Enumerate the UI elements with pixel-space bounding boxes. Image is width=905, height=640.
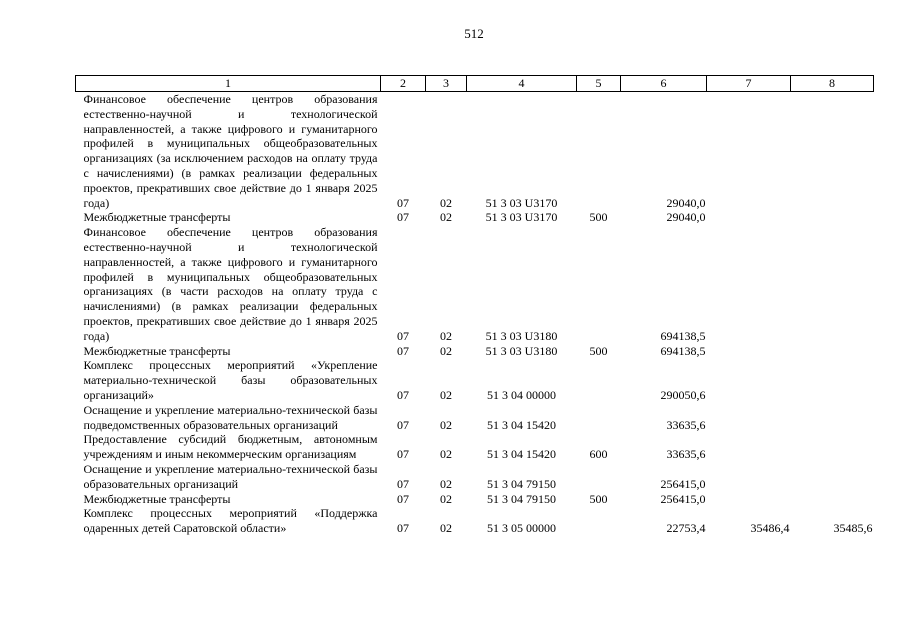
table-row	[76, 225, 874, 343]
amount-cell-col8	[791, 92, 874, 211]
amount-cell-col7	[707, 462, 791, 492]
target-article-code-cell: 51 3 03 U3180	[485, 328, 558, 343]
target-article-code-cell: 51 3 04 15420	[487, 447, 556, 462]
header-col-8: 8	[791, 76, 874, 92]
table-row	[76, 344, 874, 359]
table-row	[76, 403, 874, 433]
expense-type-code-cell	[577, 92, 621, 211]
description-cell: Комплекс процессных мероприятий «Укрепление материально-технической базы образовательных организаций»	[83, 358, 378, 402]
amount-cell-col6: 694138,5	[660, 343, 706, 358]
target-article-code-cell: 51 3 03 U3170	[485, 210, 558, 225]
amount-cell-col6: 33635,6	[666, 447, 706, 462]
amount-cell-col6: 29040,0	[666, 195, 706, 210]
subsection-code-cell: 02	[440, 447, 452, 462]
table-row	[76, 92, 874, 211]
expense-type-code-cell	[577, 462, 621, 492]
expense-type-code-cell: 500	[589, 491, 608, 506]
section-code-cell: 07	[397, 387, 409, 402]
subsection-code-cell: 02	[440, 387, 452, 402]
table-header-row	[76, 76, 874, 92]
description-cell: Финансовое обеспечение центров образования естественно-научной и технологической направленностей, а также цифрового и гуманитарного профилей в муниципальных общеобразовательных организациях (за исключением расходов на оплату труда с начислениями) (в рамках реализации федеральных проектов, прекративших свое действие до 1 января 2025 года)	[83, 92, 378, 210]
description-cell: Предоставление субсидий бюджетным, автономным учреждениям и иным некоммерческим организациям	[83, 432, 378, 462]
target-article-code-cell: 51 3 05 00000	[487, 521, 556, 536]
target-article-code-cell: 51 3 03 U3180	[485, 343, 558, 358]
expense-type-code-cell: 500	[589, 343, 608, 358]
header-col-4: 4	[467, 76, 577, 92]
amount-cell-col8	[791, 492, 874, 507]
subsection-code-cell: 02	[440, 521, 452, 536]
section-code-cell: 07	[397, 476, 409, 491]
description-cell: Оснащение и укрепление материально-технической базы подведомственных образовательных организаций	[83, 402, 378, 432]
amount-cell-col8	[791, 358, 874, 402]
section-code-cell: 07	[397, 328, 409, 343]
subsection-code-cell: 02	[440, 328, 452, 343]
description-cell: Межбюджетные трансферты	[83, 491, 231, 506]
amount-cell-col7	[707, 492, 791, 507]
amount-cell-col6: 22753,4	[666, 521, 706, 536]
amount-cell-col6: 694138,5	[660, 328, 706, 343]
expense-type-code-cell	[577, 358, 621, 402]
amount-cell-col8	[791, 462, 874, 492]
subsection-code-cell: 02	[440, 476, 452, 491]
section-code-cell: 07	[397, 417, 409, 432]
section-code-cell: 07	[397, 195, 409, 210]
amount-cell-col6: 256415,0	[660, 476, 706, 491]
amount-cell-col6: 29040,0	[666, 210, 706, 225]
target-article-code-cell: 51 3 03 U3170	[485, 195, 558, 210]
section-code-cell: 07	[397, 447, 409, 462]
amount-cell-col7	[707, 210, 791, 225]
section-code-cell: 07	[397, 210, 409, 225]
target-article-code-cell: 51 3 04 00000	[487, 387, 556, 402]
amount-cell-col7	[707, 92, 791, 211]
description-cell: Комплекс процессных мероприятий «Поддержка одаренных детей Саратовской области»	[83, 506, 378, 536]
table-body	[76, 92, 874, 536]
table-row	[76, 210, 874, 225]
amount-cell-col7	[707, 432, 791, 462]
table-row	[76, 462, 874, 492]
section-code-cell: 07	[397, 491, 409, 506]
subsection-code-cell: 02	[440, 210, 452, 225]
target-article-code-cell: 51 3 04 79150	[487, 476, 556, 491]
amount-cell-col6: 290050,6	[660, 387, 706, 402]
table-row	[76, 492, 874, 507]
expense-type-code-cell	[577, 225, 621, 343]
description-cell: Межбюджетные трансферты	[83, 210, 231, 225]
expense-type-code-cell	[577, 403, 621, 433]
table-row	[76, 506, 874, 536]
amount-cell-col8	[791, 403, 874, 433]
amount-cell-col6: 33635,6	[666, 417, 706, 432]
amount-cell-col6: 256415,0	[660, 491, 706, 506]
target-article-code-cell: 51 3 04 79150	[487, 491, 556, 506]
expense-type-code-cell	[577, 506, 621, 536]
header-col-1: 1	[76, 76, 381, 92]
table-row	[76, 432, 874, 462]
subsection-code-cell: 02	[440, 343, 452, 358]
description-cell: Межбюджетные трансферты	[83, 343, 231, 358]
header-col-7: 7	[707, 76, 791, 92]
amount-cell-col8	[791, 210, 874, 225]
amount-cell-col8	[791, 225, 874, 343]
table-header	[76, 76, 874, 92]
amount-cell-col7	[707, 225, 791, 343]
header-col-2: 2	[381, 76, 426, 92]
subsection-code-cell: 02	[440, 195, 452, 210]
description-cell: Оснащение и укрепление материально-технической базы образовательных организаций	[83, 461, 378, 491]
header-col-3: 3	[426, 76, 467, 92]
page-number: 512	[464, 26, 484, 41]
header-col-6: 6	[621, 76, 707, 92]
amount-cell-col8	[791, 432, 874, 462]
expense-type-code-cell: 600	[589, 447, 608, 462]
subsection-code-cell: 02	[440, 417, 452, 432]
amount-cell-col8: 35485,6	[833, 521, 873, 536]
expense-type-code-cell: 500	[589, 210, 608, 225]
header-col-5: 5	[577, 76, 621, 92]
amount-cell-col7	[707, 358, 791, 402]
description-cell: Финансовое обеспечение центров образования естественно-научной и технологической направленностей, а также цифрового и гуманитарного профилей в муниципальных общеобразовательных организациях (в части расходов на оплату труда с начислениями) (в рамках реализации федеральных проектов, прекративших свое действие до 1 января 2025 года)	[83, 225, 378, 343]
amount-cell-col7	[707, 403, 791, 433]
target-article-code-cell: 51 3 04 15420	[487, 417, 556, 432]
amount-cell-col7: 35486,4	[750, 521, 790, 536]
table-row	[76, 358, 874, 402]
amount-cell-col8	[791, 344, 874, 359]
budget-table	[75, 75, 874, 536]
subsection-code-cell: 02	[440, 491, 452, 506]
section-code-cell: 07	[397, 521, 409, 536]
section-code-cell: 07	[397, 343, 409, 358]
amount-cell-col7	[707, 344, 791, 359]
